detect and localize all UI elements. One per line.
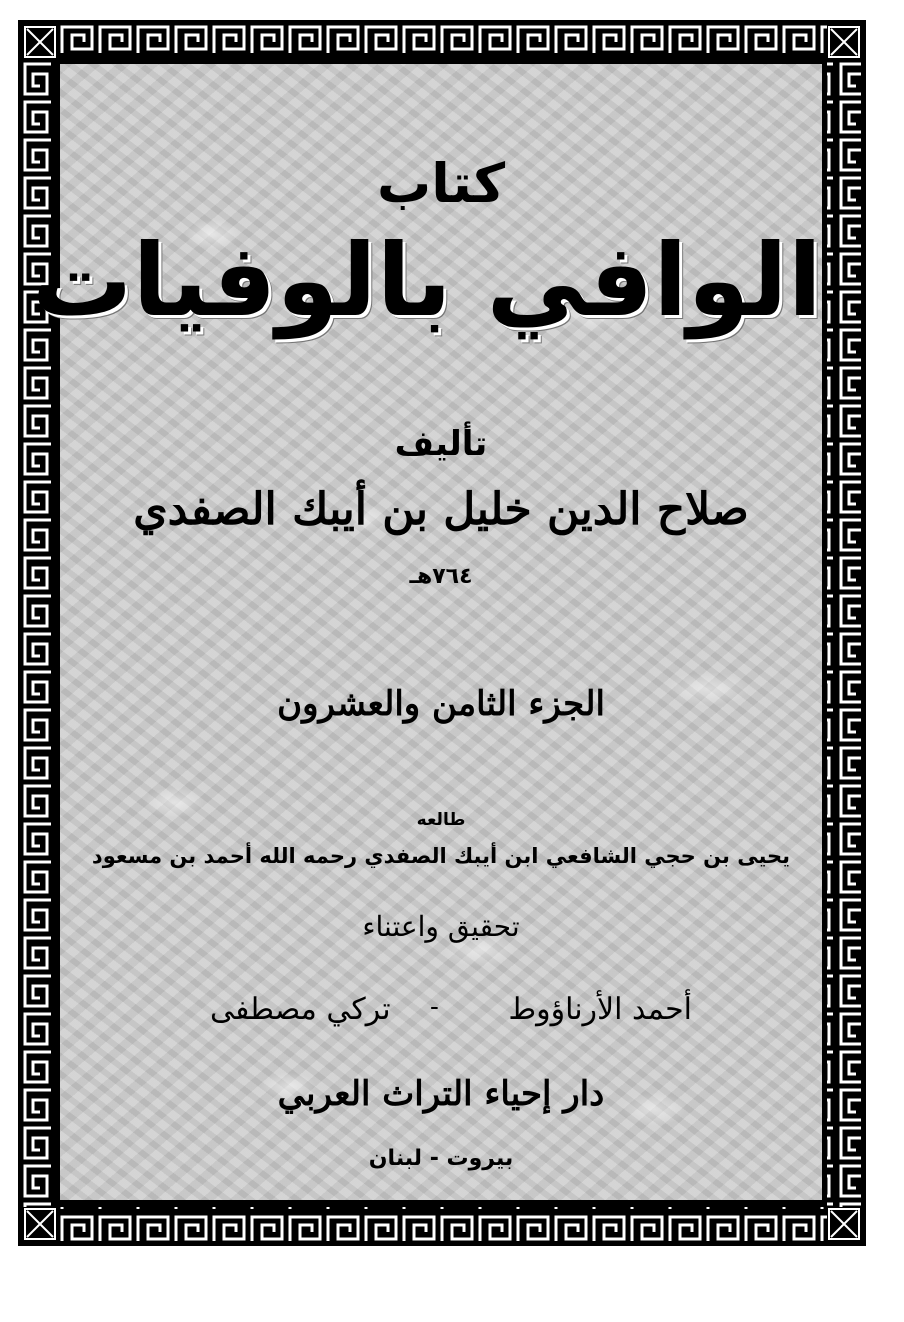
reviewer-name: يحيى بن حجي الشافعي ابن أيبك الصفدي رحمه الله أحمد بن مسعود — [91, 844, 791, 868]
publisher-city: بيروت - لبنان — [368, 1146, 514, 1171]
editor-name-1: أحمد الأرناؤوط — [508, 992, 692, 1027]
author-name: صلاح الدين خليل بن أيبك الصفدي — [133, 484, 749, 535]
reviewer-label: طالعه — [416, 810, 466, 830]
editors-row — [60, 992, 822, 1036]
editor-separator: - — [430, 992, 439, 1022]
death-year: ٧٦٤هـ — [409, 564, 473, 589]
title-panel — [32, 62, 824, 1202]
author-label: تأليف — [394, 424, 488, 464]
publisher-name: دار إحياء التراث العربي — [277, 1074, 605, 1114]
book-title: الوافي بالوفيات — [32, 222, 822, 339]
editing-label: تحقيق واعتناء — [362, 910, 520, 943]
volume-label: الجزء الثامن والعشرون — [277, 684, 605, 724]
book-word: كتاب — [377, 152, 505, 215]
editor-name-2: تركي مصطفى — [210, 992, 391, 1027]
